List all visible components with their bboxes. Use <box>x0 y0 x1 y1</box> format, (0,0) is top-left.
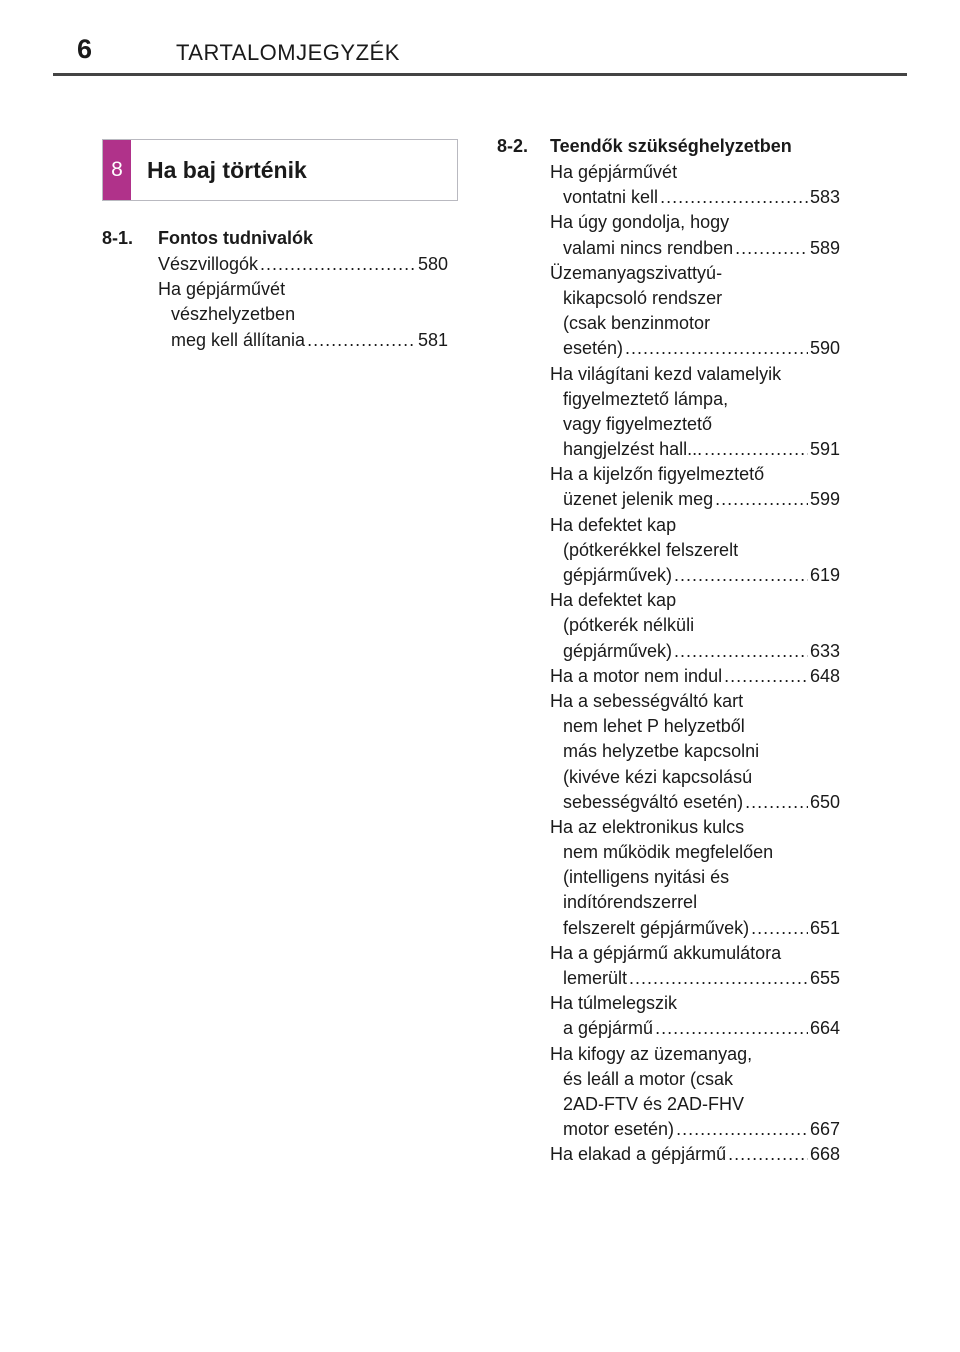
page-number: 6 <box>77 34 93 64</box>
toc-entry-text: nem lehet P helyzetből <box>563 716 745 737</box>
toc-entry[interactable] <box>550 991 840 1041</box>
toc-entry-text: sebességváltó esetén) <box>563 791 744 812</box>
dot-leader <box>735 236 808 261</box>
toc-entry-text: hangjelzést hall... <box>563 439 703 460</box>
toc-entry-text: vészhelyzetben <box>171 304 296 325</box>
toc-entry-last-line <box>550 1117 840 1142</box>
toc-entry-text: gépjárművek) <box>563 565 673 585</box>
toc-entry-last-line <box>550 437 840 462</box>
page-reference[interactable]: 650 <box>809 791 840 812</box>
toc-entry[interactable] <box>158 277 448 353</box>
toc-entry[interactable] <box>550 1042 840 1143</box>
toc-entry[interactable] <box>550 941 840 991</box>
toc-entry-text: 2AD-FTV és 2AD-FHV <box>563 1093 745 1114</box>
page-reference[interactable]: 619 <box>809 565 840 585</box>
dot-leader <box>751 916 808 941</box>
section-heading <box>497 133 840 159</box>
toc-entry-text: motor esetén) <box>563 1119 675 1140</box>
toc-entry-text: Üzemanyagszivattyú- <box>550 262 723 283</box>
page-reference[interactable]: 580 <box>417 254 448 274</box>
toc-entry-text: Ha elakad a gépjármű <box>550 1144 727 1165</box>
page-reference[interactable]: 589 <box>809 237 840 258</box>
toc-entry-text: Vészvillogók <box>158 254 259 274</box>
dot-leader <box>728 1142 808 1167</box>
toc-entry-text: figyelmeztető lámpa, <box>563 388 729 409</box>
toc-entry-text: Ha defektet kap <box>550 590 677 611</box>
toc-entry-text: Ha a gépjármű akkumulátora <box>550 942 782 963</box>
toc-entry-last-line <box>550 790 840 815</box>
toc-entry-last-line <box>550 966 840 991</box>
section-8-2 <box>497 133 840 1168</box>
toc-entry-text: Ha kifogy az üzemanyag, <box>550 1043 753 1064</box>
toc-entry-last-line <box>550 916 840 941</box>
section-number: 8-2. <box>497 136 529 156</box>
page-reference[interactable]: 667 <box>809 1119 840 1140</box>
toc-entry[interactable] <box>550 362 840 463</box>
toc-entry[interactable] <box>550 664 840 689</box>
toc-entry-last-line <box>550 236 840 261</box>
toc-entry-text: más helyzetbe kapcsolni <box>563 741 760 762</box>
toc-entry-text: Ha úgy gondolja, hogy <box>550 212 730 233</box>
toc-entry-last-line <box>550 336 840 361</box>
section-number: 8-1. <box>102 228 134 248</box>
toc-entry-text: Ha a sebességváltó kart <box>550 690 744 711</box>
toc-entry-text: nem működik megfelelően <box>563 842 774 863</box>
page-reference[interactable]: 591 <box>809 439 840 460</box>
toc-entry-text: és leáll a motor (csak <box>563 1068 734 1089</box>
toc-entry-last-line <box>158 252 448 277</box>
dot-leader <box>660 185 808 210</box>
toc-entry-text: Ha defektet kap <box>550 514 677 535</box>
toc-entry-last-line <box>550 1016 840 1041</box>
page-reference[interactable]: 633 <box>809 640 840 661</box>
page-reference[interactable]: 648 <box>809 665 840 686</box>
toc-entry-text: üzenet jelenik meg <box>563 489 714 510</box>
toc-entry-last-line <box>550 664 840 689</box>
toc-entry[interactable] <box>550 588 840 664</box>
toc-entry-text: kikapcsoló rendszer <box>563 287 723 308</box>
toc-entry[interactable] <box>550 513 840 589</box>
toc-entry-last-line <box>550 487 840 512</box>
page-reference[interactable]: 590 <box>809 338 840 359</box>
section-title: Teendők szükséghelyzetben <box>550 136 792 156</box>
toc-entry-text: gépjárművek) <box>563 640 673 661</box>
toc-entry-text: (csak benzinmotor <box>563 313 711 334</box>
dot-leader <box>745 790 808 815</box>
toc-entry[interactable] <box>550 210 840 260</box>
dot-leader <box>676 1117 808 1142</box>
toc-entry-text: vagy figyelmeztető <box>563 413 713 434</box>
page-reference[interactable]: 664 <box>809 1018 840 1039</box>
toc-entry-last-line <box>158 328 448 353</box>
dot-leader <box>655 1016 808 1041</box>
toc-entry-text: esetén) <box>563 338 624 359</box>
dot-leader <box>307 328 416 353</box>
section-title: Fontos tudnivalók <box>158 228 313 248</box>
dot-leader <box>629 966 808 991</box>
toc-entry-text: a gépjármű <box>563 1018 654 1039</box>
toc-entry-text: vontatni kell <box>563 187 659 208</box>
section-8-1 <box>102 225 448 353</box>
toc-entry-text: (intelligens nyitási és <box>563 867 730 888</box>
chapter-number-tab: 8 <box>103 140 131 200</box>
toc-entry-text: Ha túlmelegszik <box>550 993 678 1014</box>
toc-entry-last-line <box>550 1142 840 1167</box>
toc-entry[interactable] <box>550 160 840 210</box>
toc-entry-text: felszerelt gépjárművek) <box>563 917 750 938</box>
toc-entry-text: Ha a motor nem indul <box>550 665 723 686</box>
toc-entry[interactable] <box>550 815 840 941</box>
toc-entry-last-line <box>550 185 840 210</box>
dot-leader <box>715 487 808 512</box>
page-reference[interactable]: 583 <box>809 187 840 208</box>
toc-entry-text: valami nincs rendben <box>563 237 734 258</box>
toc-entry-text: lemerült <box>563 968 628 988</box>
toc-entry[interactable] <box>550 1142 840 1167</box>
toc-entry-text: (pótkerék nélküli <box>563 615 695 636</box>
toc-entry[interactable] <box>550 689 840 815</box>
toc-entry[interactable] <box>550 261 840 362</box>
dot-leader <box>674 563 808 588</box>
toc-entry-text: Ha gépjárművét <box>550 162 678 182</box>
toc-entry-text: (kivéve kézi kapcsolású <box>563 766 753 787</box>
dot-leader <box>625 336 808 361</box>
page-reference[interactable]: 581 <box>417 329 448 350</box>
running-title: TARTALOMJEGYZÉK <box>176 40 400 65</box>
dot-leader <box>674 639 808 664</box>
toc-entry-text: Ha az elektronikus kulcs <box>550 816 745 837</box>
toc-entry-text: indítórendszerrel <box>563 892 698 913</box>
dot-leader <box>260 252 416 277</box>
header-rule <box>53 73 907 76</box>
page-reference[interactable]: 599 <box>809 489 840 510</box>
toc-entry-last-line <box>550 563 840 588</box>
toc-entry-text: Ha gépjárművét <box>158 279 286 300</box>
dot-leader <box>724 664 808 689</box>
toc-entry-text: Ha világítani kezd valamelyik <box>550 363 782 384</box>
dot-leader <box>704 437 808 462</box>
toc-entry[interactable] <box>158 252 448 277</box>
page-reference[interactable]: 655 <box>809 968 840 988</box>
chapter-title: Ha baj történik <box>147 157 307 183</box>
toc-entry-text: Ha a kijelzőn figyelmeztető <box>550 464 765 485</box>
toc-entry-last-line <box>550 639 840 664</box>
toc-entry-text: meg kell állítania <box>171 329 306 350</box>
page-reference[interactable]: 668 <box>809 1144 840 1165</box>
page-reference[interactable]: 651 <box>809 917 840 938</box>
toc-entry[interactable] <box>550 462 840 512</box>
page-header <box>0 0 960 80</box>
chapter-heading <box>102 139 458 201</box>
toc-entry-text: (pótkerékkel felszerelt <box>563 539 739 560</box>
section-heading <box>102 225 448 251</box>
